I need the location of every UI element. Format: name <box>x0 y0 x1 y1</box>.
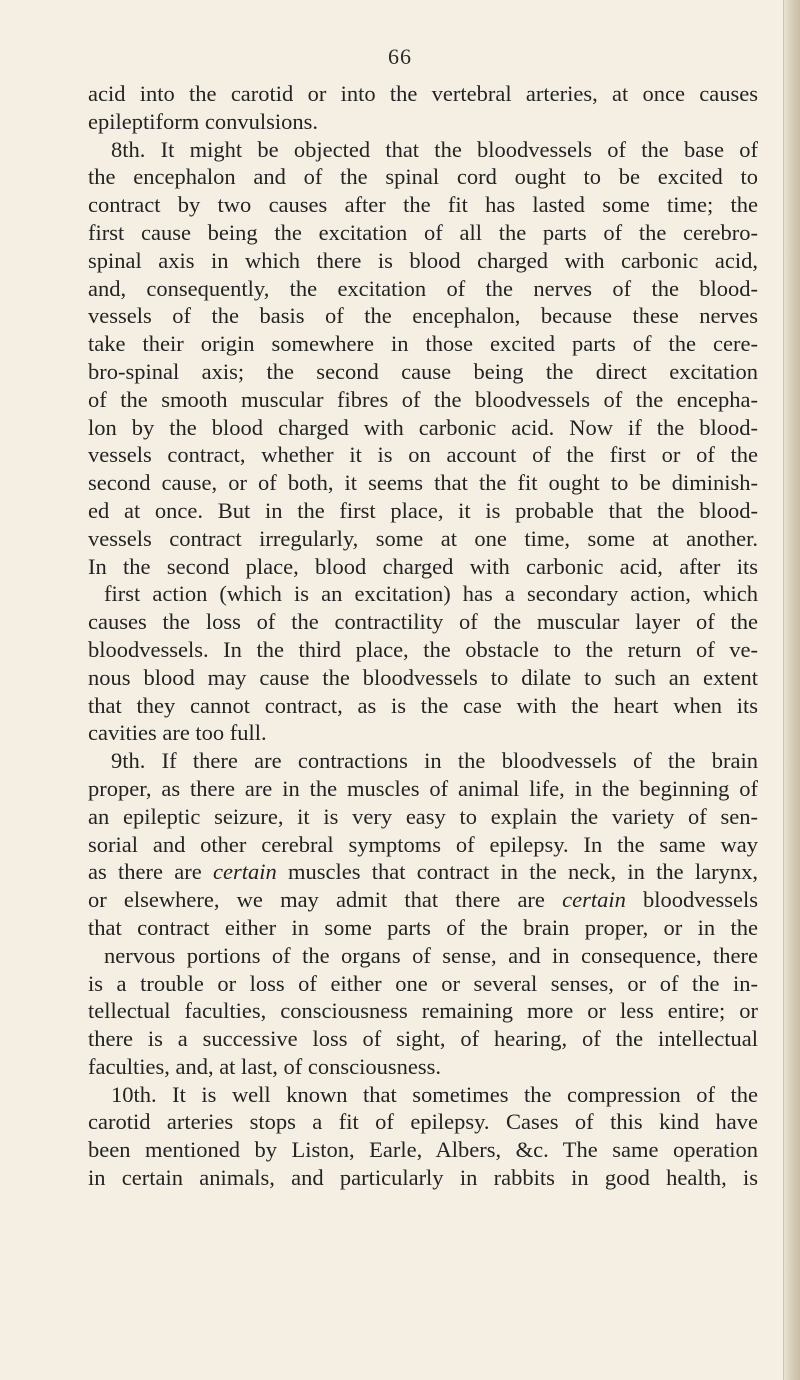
text-line: lon by the blood charged with carbonic acid. Now if the blood- <box>88 414 758 440</box>
text-line: ed at once. But in the first place, it is probable that the blood- <box>88 497 758 523</box>
text-line: the encephalon and of the spinal cord ought to be excited to <box>88 164 758 190</box>
text-line: faculties, and, at last, of consciousness. <box>88 1053 442 1079</box>
text-line: there is a successive loss of sight, of hearing, of the intellectual <box>88 1026 758 1052</box>
text-line: in certain animals, and particularly in rabbits in good health, is <box>88 1165 758 1191</box>
text-line: sorial and other cerebral symptoms of epilepsy. In the same way <box>88 831 758 857</box>
text-line: In the second place, blood charged with carbonic acid, after its <box>88 553 758 579</box>
text-line: nervous portions of the organs of sense, and in consequence, there <box>104 942 758 968</box>
text-line: epileptiform convulsions. <box>88 108 318 134</box>
text-line: first cause being the excitation of all the parts of the cerebro- <box>88 219 758 245</box>
text-line: bloodvessels. In the third place, the obstacle to the return of ve- <box>88 636 758 662</box>
italic-emphasis: certain <box>562 887 626 913</box>
text-line: spinal axis in which there is blood charged with carbonic acid, <box>88 247 758 273</box>
text-line: that they cannot contract, as is the case with the heart when its <box>88 692 758 718</box>
text-line: 9th. If there are contractions in the bloodvessels of the brain <box>111 748 758 774</box>
text-line: acid into the carotid or into the vertebral arteries, at once causes <box>88 81 758 106</box>
text-line: that contract either in some parts of the brain proper, or in the <box>88 914 758 940</box>
page-edge <box>783 0 800 1380</box>
text-line: first action (which is an excitation) has a secondary action, which <box>104 581 758 607</box>
body-text <box>88 80 758 1192</box>
text-line: contract by two causes after the fit has lasted some time; the <box>88 192 758 218</box>
text-line: cavities are too full. <box>88 720 267 746</box>
page-number: 66 <box>388 44 412 69</box>
text-line: been mentioned by Liston, Earle, Albers, &c. The same operation <box>88 1137 758 1163</box>
text-line: nous blood may cause the bloodvessels to dilate to such an extent <box>88 664 758 690</box>
text-line: vessels contract irregularly, some at one time, some at another. <box>88 525 758 551</box>
text-line: an epileptic seizure, it is very easy to explain the variety of sen- <box>88 803 758 829</box>
text-line: and, consequently, the excitation of the nerves of the blood- <box>88 275 758 301</box>
text-line: tellectual faculties, consciousness remaining more or less entire; or <box>88 998 758 1024</box>
text-line: as there are certain muscles that contract in the neck, in the larynx, <box>88 859 758 885</box>
text-line: carotid arteries stops a fit of epilepsy. Cases of this kind have <box>88 1109 758 1135</box>
text-line: vessels contract, whether it is on account of the first or of the <box>88 442 758 468</box>
text-line: vessels of the basis of the encephalon, because these nerves <box>88 303 758 329</box>
text-line: 10th. It is well known that sometimes the compression of the <box>111 1081 758 1107</box>
italic-emphasis: certain <box>212 859 277 885</box>
text-line: of the smooth muscular fibres of the bloodvessels of the encepha- <box>88 386 758 412</box>
text-line: or elsewhere, we may admit that there are certain bloodvessels <box>88 887 758 913</box>
text-line: bro-spinal axis; the second cause being the direct excitation <box>88 358 758 384</box>
text-line: take their origin somewhere in those excited parts of the cere- <box>88 331 758 357</box>
text-line: proper, as there are in the muscles of animal life, in the beginning of <box>88 775 758 801</box>
text-line: is a trouble or loss of either one or several senses, or of the in- <box>88 970 758 996</box>
text-line: 8th. It might be objected that the bloodvessels of the base of <box>111 136 758 162</box>
text-line: second cause, or of both, it seems that the fit ought to be diminish- <box>88 470 758 496</box>
text-line: causes the loss of the contractility of the muscular layer of the <box>88 609 758 635</box>
